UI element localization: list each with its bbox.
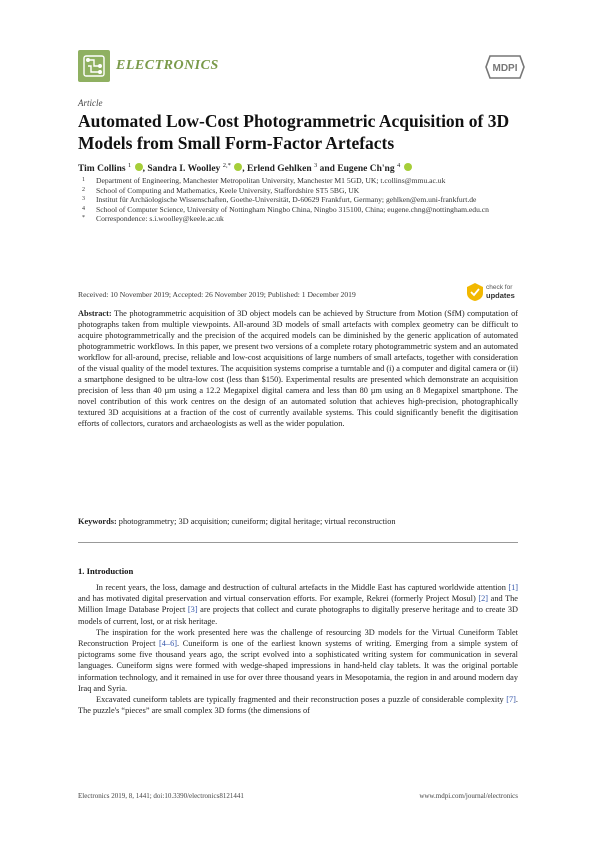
check-for-updates-line2: updates <box>486 291 515 300</box>
keywords-label: Keywords: <box>78 517 117 526</box>
affiliation-mark: 1 <box>82 177 85 183</box>
affiliation-text: School of Computer Science, University of Nottingham Ningbo China, Ningbo 315100, China; eugene.chng@nottingham.edu.cn <box>96 204 489 214</box>
paragraph-text: Excavated cuneiform tablets are typically fragmented and their reconstruction poses a puzzle of considerable complexity <box>96 695 507 705</box>
affiliation-item <box>78 205 528 215</box>
author-name: Tim Collins <box>78 164 126 175</box>
author-affiliation-mark: 2,* <box>222 162 231 169</box>
paragraph-text: In recent years, the loss, damage and destruction of cultural artefacts in the Middle East has captured worldwide attention <box>96 583 509 592</box>
journal-logo-icon <box>78 50 110 82</box>
author-affiliation-mark: 3 <box>313 162 318 169</box>
author-name: Eugene Ch'ng <box>337 164 395 175</box>
abstract <box>78 308 518 429</box>
author-name: Sandra I. Woolley <box>147 164 221 175</box>
check-for-updates-line1: check for <box>486 284 513 291</box>
orcid-icon[interactable] <box>404 163 412 171</box>
check-for-updates-icon <box>466 282 484 302</box>
correspondence-item <box>78 214 528 224</box>
paragraph-text: and has motivated digital preservation and virtual conservation efforts. For example, Rekrei (formerly Project Mosul) <box>78 594 479 604</box>
keywords-text: photogrammetry; 3D acquisition; cuneiform; digital heritage; virtual reconstruction <box>118 517 396 526</box>
check-for-updates-badge[interactable] <box>466 282 526 304</box>
citation-link[interactable]: [4–6] <box>159 639 177 649</box>
affiliation-mark: 2 <box>82 186 85 193</box>
orcid-icon[interactable] <box>234 163 242 171</box>
check-for-updates-text <box>486 284 515 301</box>
abstract-label: Abstract: <box>78 309 112 318</box>
correspondence-text[interactable]: Correspondence: s.i.woolley@keele.ac.uk <box>96 214 224 224</box>
author-affiliation-mark: 1 <box>127 162 132 169</box>
citation-link[interactable]: [3] <box>187 605 198 615</box>
journal-header <box>78 50 528 86</box>
affiliation-text: School of Computing and Mathematics, Keele University, Staffordshire ST5 5BG, UK <box>96 185 360 195</box>
paragraph-text: . The puzzle's “pieces” are small complex 3D forms (the dimensions of <box>78 695 518 716</box>
author-affiliation-mark: 4 <box>396 162 401 169</box>
article-type: Article <box>78 98 103 108</box>
introduction-body <box>78 582 518 716</box>
mdpi-logo-text: MDPI <box>492 63 518 74</box>
paragraph <box>78 582 518 627</box>
affiliation-text: Institut für Archäologische Wissenschaften, Goethe-Universität, D-60629 Frankfurt, Germany; gehlken@em.uni-frankfurt.de <box>96 195 477 205</box>
section-divider <box>78 542 518 543</box>
orcid-icon[interactable] <box>135 163 143 171</box>
citation-link[interactable]: [7] <box>506 695 516 705</box>
affiliation-mark: 3 <box>82 196 85 203</box>
affiliation-mark: * <box>82 215 85 222</box>
paragraph-text: The inspiration for the work presented here was the challenge of resourcing 3D models for the Virtual Cuneiform Tablet Reconstruction Project <box>78 627 518 649</box>
paragraph-text: and The Million Image Database Project <box>78 594 518 615</box>
affiliation-text: Department of Engineering, Manchester Metropolitan University, Manchester M1 5GD, UK; t.collins@mmu.ac.uk <box>96 176 446 185</box>
paragraph-text: . Cuneiform is one of the earliest known systems of writing. Emerging from a simple system of pictograms some five thousand years ago, the script evolved into a sophisticated writing system for communication in several languages. Cuneiform signs were formed with wedge-shaped impressions in hand-held clay tablets. It was the original portable information technology, and it remained in use for over three thousand years in Mesopotamia, the region in and around modern day Iraq and Syria. <box>78 639 518 693</box>
affiliation-item <box>78 195 528 205</box>
abstract-text: The photogrammetric acquisition of 3D object models can be achieved by Structure from Motion (SfM) computation of photographs taken from multiple viewpoints. All-around 3D models of small artefacts with complex geometry can be difficult to acquire photogrammetrically and the precision of the acquired models can be diminished by the generic application of automated photogrammetric workflows. In this paper, we present two versions of a complete rotary photogrammetric system and an automated workflow for all-around, precise, reliable and low-cost acquisitions of large numbers of small artefacts, together with consideration of the visual quality of the model textures. The acquisition systems comprise a turntable and (i) a computer and digital camera or (ii) a smartphone designed to be ultra-low cost (less than $150). Experimental results are presented which demonstrate an acquisition precision of less than 40 µm using a 12.2 Megapixel digital camera and less than 80 µm using an 8 Megapixel smartphone. The novel contribution of this work centres on the design of an automated solution that achieves high-precision, photographically textured 3D acquisitions at a fraction of the cost of currently available systems. This could significantly benefit the digitisation efforts of collectors, curators and archaeologists as well as the wider population. <box>78 309 518 428</box>
affiliation-item <box>78 176 528 186</box>
paper-title: Automated Low-Cost Photogrammetric Acquisition of 3D Models from Small Form-Factor Artefacts <box>78 111 510 153</box>
author-name: Erlend Gehlken <box>246 164 312 175</box>
footer-citation: Electronics 2019, 8, 1441; doi:10.3390/electronics8121441 <box>78 792 244 800</box>
mdpi-logo-icon <box>482 52 528 82</box>
citation-link[interactable]: [1] <box>508 583 518 592</box>
affiliation-item <box>78 186 528 196</box>
section-heading: 1. Introduction <box>78 566 134 576</box>
keywords <box>78 516 518 527</box>
paragraph <box>78 694 518 716</box>
page-footer <box>78 792 518 800</box>
footer-journal-url[interactable]: www.mdpi.com/journal/electronics <box>419 792 518 800</box>
affiliation-mark: 4 <box>82 205 85 212</box>
journal-name: ELECTRONICS <box>116 58 219 73</box>
paragraph-text: are projects that collect and curate photographs to digitally preserve heritage and to create 3D models of current, lost, or at risk heritage. <box>78 605 518 626</box>
author-list: Tim Collins $^1$ , Sandra I. Woolley $^{2,*}$ , Erlend Gehlken $^3$ and Eugene Ch'ng $^4$ <box>78 162 528 174</box>
affiliation-list <box>78 176 528 224</box>
paragraph <box>78 627 518 694</box>
publication-dates: Received: 10 November 2019; Accepted: 26 November 2019; Published: 1 December 2019 <box>78 290 356 299</box>
citation-link[interactable]: [2] <box>478 594 489 604</box>
